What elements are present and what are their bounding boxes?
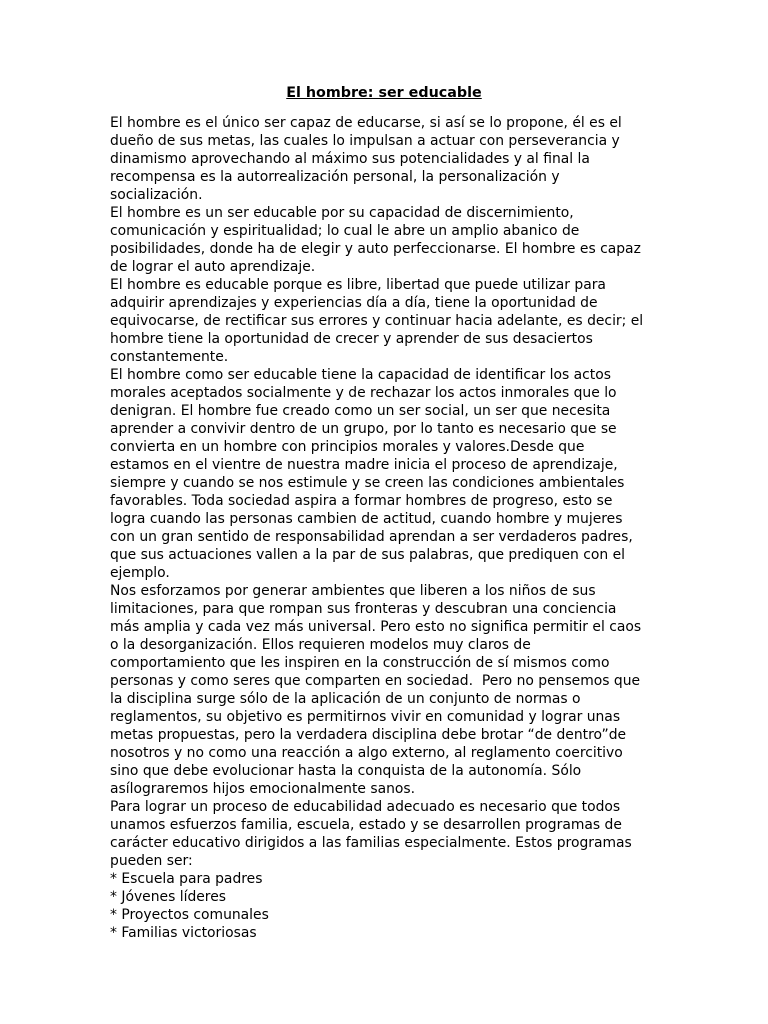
- body-line: la disciplina surge sólo de la aplicación de un conjunto de normas o: [110, 691, 581, 707]
- body-line: morales aceptados socialmente y de rechazar los actos inmorales que lo: [110, 385, 617, 401]
- body-line: que sus actuaciones vallen a la par de sus palabras, que prediquen con el: [110, 547, 626, 563]
- body-line: logra cuando las personas cambien de actitud, cuando hombre y mujeres: [110, 511, 623, 527]
- body-line: comunicación y espiritualidad; lo cual le abre un amplio abanico de: [110, 223, 580, 239]
- body-line: convierta en un hombre con principios morales y valores.Desde que: [110, 439, 585, 455]
- body-line: recompensa es la autorrealización personal, la personalización y: [110, 169, 560, 185]
- body-line: de lograr el auto aprendizaje.: [110, 259, 316, 275]
- body-line: metas propuestas, pero la verdadera disciplina debe brotar “de dentro”de: [110, 727, 627, 743]
- body-line: con un gran sentido de responsabilidad aprendan a ser verdaderos padres,: [110, 529, 633, 545]
- body-line: adquirir aprendizajes y experiencias día a día, tiene la oportunidad de: [110, 295, 598, 311]
- body-line: dinamismo aprovechando al máximo sus potencialidades y al final la: [110, 151, 590, 167]
- document-title: El hombre: ser educable: [286, 85, 482, 101]
- body-line: denigran. El hombre fue creado como un ser social, un ser que necesita: [110, 403, 611, 419]
- body-line: nosotros y no como una reacción a algo externo, al reglamento coercitivo: [110, 745, 623, 761]
- body-line: personas y como seres que comparten en sociedad. Pero no pensemos que: [110, 673, 641, 689]
- body-line: * Jóvenes líderes: [110, 889, 226, 905]
- body-line: El hombre es un ser educable por su capacidad de discernimiento,: [110, 205, 574, 221]
- body-line: equivocarse, de rectificar sus errores y continuar hacia adelante, es decir; el: [110, 313, 644, 329]
- body-line: o la desorganización. Ellos requieren modelos muy claros de: [110, 637, 531, 653]
- body-line: pueden ser:: [110, 853, 193, 869]
- body-line: El hombre como ser educable tiene la capacidad de identificar los actos: [110, 367, 611, 383]
- body-line: Para lograr un proceso de educabilidad adecuado es necesario que todos: [110, 799, 621, 815]
- body-line: comportamiento que les inspiren en la construcción de sí mismos como: [110, 655, 610, 671]
- body-line: unamos esfuerzos familia, escuela, estado y se desarrollen programas de: [110, 817, 622, 833]
- body-line: ejemplo.: [110, 565, 170, 581]
- body-line: más amplia y cada vez más universal. Pero esto no significa permitir el caos: [110, 619, 642, 635]
- body-line: asílograremos hijos emocionalmente sanos.: [110, 781, 416, 797]
- body-line: socialización.: [110, 187, 203, 203]
- body-line: Nos esforzamos por generar ambientes que liberen a los niños de sus: [110, 583, 596, 599]
- body-line: carácter educativo dirigidos a las familias especialmente. Estos programas: [110, 835, 632, 851]
- body-line: estamos en el vientre de nuestra madre inicia el proceso de aprendizaje,: [110, 457, 618, 473]
- body-line: limitaciones, para que rompan sus fronteras y descubran una conciencia: [110, 601, 617, 617]
- body-line: reglamentos, su objetivo es permitirnos vivir en comunidad y lograr unas: [110, 709, 621, 725]
- body-line: hombre tiene la oportunidad de crecer y aprender de sus desaciertos: [110, 331, 593, 347]
- body-line: * Escuela para padres: [110, 871, 263, 887]
- body-line: favorables. Toda sociedad aspira a formar hombres de progreso, esto se: [110, 493, 613, 509]
- body-line: dueño de sus metas, las cuales lo impulsan a actuar con perseverancia y: [110, 133, 620, 149]
- body-line: El hombre es el único ser capaz de educarse, si así se lo propone, él es el: [110, 115, 622, 131]
- body-line: siempre y cuando se nos estimule y se creen las condiciones ambientales: [110, 475, 625, 491]
- body-line: constantemente.: [110, 349, 229, 365]
- body-line: * Proyectos comunales: [110, 907, 269, 923]
- body-line: posibilidades, donde ha de elegir y auto perfeccionarse. El hombre es capaz: [110, 241, 641, 257]
- body-line: El hombre es educable porque es libre, libertad que puede utilizar para: [110, 277, 606, 293]
- document-body: [110, 114, 670, 942]
- body-line: sino que debe evolucionar hasta la conquista de la autonomía. Sólo: [110, 763, 582, 779]
- body-line: * Familias victoriosas: [110, 925, 257, 941]
- body-line: aprender a convivir dentro de un grupo, por lo tanto es necesario que se: [110, 421, 617, 437]
